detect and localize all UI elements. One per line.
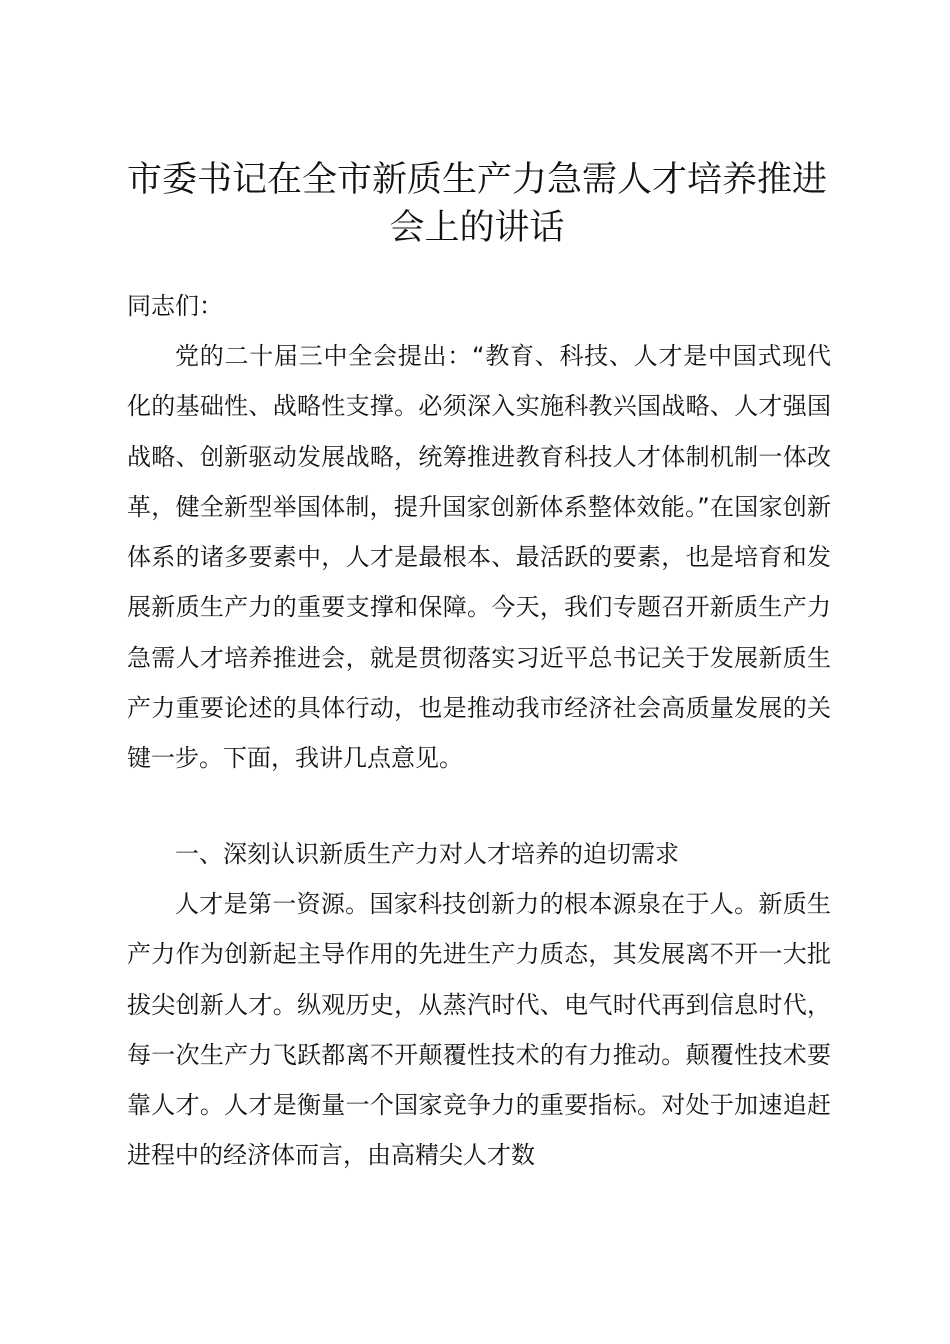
section-heading: 一、深刻认识新质生产力对人才培养的迫切需求: [175, 840, 679, 868]
intro-paragraph: 党的二十届三中全会提出：“教育、科技、人才是中国式现代化的基础性、战略性支撑。必须深入实施科教兴国战略、人才强国战略、创新驱动发展战略，统筹推进教育科技人才体制机制一体改革，健全新型举国体制，提升国家创新体系整体效能。”在国家创新体系的诸多要素中，人才是最根本、最活跃的要素，也是培育和发展新质生产力的重要支撑和保障。今天，我们专题召开新质生产力急需人才培养推进会，就是贯彻落实习近平总书记关于发展新质生产力重要论述的具体行动，也是推动我市经济社会高质量发展的关键一步。下面，我讲几点意见。: [127, 342, 831, 773]
document-title: 市委书记在全市新质生产力急需人才培养推进会上的讲话: [126, 160, 827, 248]
salutation: 同志们：: [127, 292, 223, 320]
section-paragraph: 人才是第一资源。国家科技创新力的根本源泉在于人。新质生产力作为创新起主导作用的先进生产力质态，其发展离不开一大批拔尖创新人才。纵观历史，从蒸汽时代、电气时代再到信息时代，每一次生产力飞跃都离不开颠覆性技术的有力推动。颠覆性技术要靠人才。人才是衡量一个国家竞争力的重要指标。对处于加速追赶进程中的经济体而言，由高精尖人才数: [127, 890, 831, 1170]
